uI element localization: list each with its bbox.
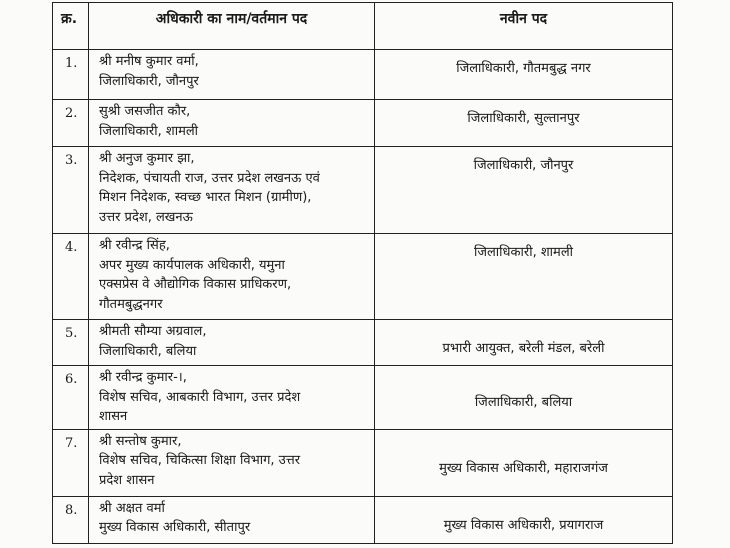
current-post-line: जिलाधिकारी, बलिया bbox=[99, 343, 197, 359]
row-new-post: जिलाधिकारी, गौतमबुद्ध नगर bbox=[375, 50, 673, 100]
header-name-current-post: अधिकारी का नाम/वर्तमान पद bbox=[89, 3, 375, 50]
current-post-line: निदेशक, पंचायती राज, उत्तर प्रदेश लखनऊ एवं bbox=[99, 170, 320, 186]
header-serial: क्र. bbox=[53, 3, 89, 50]
row-new-post: जिलाधिकारी, बलिया bbox=[375, 366, 673, 430]
row-name-post bbox=[89, 366, 375, 430]
transfer-table bbox=[52, 2, 673, 544]
row-serial: 8. bbox=[53, 496, 89, 543]
row-name-post bbox=[89, 320, 375, 366]
officer-name: श्री अनुज कुमार झा, bbox=[99, 151, 195, 166]
row-serial: 5. bbox=[53, 320, 89, 366]
officer-name: श्री रवीन्द्र कुमार-।, bbox=[99, 370, 187, 385]
row-new-post: मुख्य विकास अधिकारी, प्रयागराज bbox=[375, 496, 673, 543]
table-row bbox=[53, 147, 673, 234]
row-serial: 1. bbox=[53, 50, 89, 100]
row-new-post: जिलाधिकारी, शामली bbox=[375, 234, 673, 320]
current-post-line: विशेष सचिव, चिकित्सा शिक्षा विभाग, उत्तर bbox=[99, 453, 301, 468]
current-post-line: मिशन निदेशक, स्वच्छ भारत मिशन (ग्रामीण), bbox=[99, 190, 312, 205]
officer-name: श्री रवीन्द्र सिंह, bbox=[99, 238, 170, 253]
current-post-line: मुख्य विकास अधिकारी, सीतापुर bbox=[99, 520, 251, 535]
row-name-post bbox=[89, 147, 375, 234]
row-name-post bbox=[89, 100, 375, 147]
table-row bbox=[53, 496, 673, 543]
row-new-post: मुख्य विकास अधिकारी, महाराजगंज bbox=[375, 429, 673, 496]
row-serial: 6. bbox=[53, 366, 89, 430]
row-name-post bbox=[89, 496, 375, 543]
officer-name: सुश्री जसजीत कौर, bbox=[99, 104, 191, 119]
row-serial: 4. bbox=[53, 234, 89, 320]
current-post-line: जिलाधिकारी, जौनपुर bbox=[99, 73, 199, 89]
current-post-line: प्रदेश शासन bbox=[99, 472, 155, 488]
table-row bbox=[53, 429, 673, 496]
row-name-post bbox=[89, 50, 375, 100]
table-row bbox=[53, 320, 673, 366]
table-row bbox=[53, 366, 673, 430]
current-post-line: विशेष सचिव, आबकारी विभाग, उत्तर प्रदेश bbox=[99, 389, 301, 405]
row-name-post bbox=[89, 234, 375, 320]
officer-name: श्री अक्षत वर्मा bbox=[99, 500, 165, 516]
current-post-line: शासन bbox=[99, 409, 128, 424]
officer-name: श्री सन्तोष कुमार, bbox=[99, 433, 182, 449]
current-post-line: अपर मुख्य कार्यपालक अधिकारी, यमुना bbox=[99, 257, 285, 273]
current-post-line: एक्सप्रेस वे औद्योगिक विकास प्राधिकरण, bbox=[99, 277, 292, 292]
table-header-row bbox=[53, 3, 673, 50]
row-name-post bbox=[89, 429, 375, 496]
header-new-post: नवीन पद bbox=[375, 3, 673, 50]
table-row bbox=[53, 234, 673, 320]
row-new-post: प्रभारी आयुक्त, बरेली मंडल, बरेली bbox=[375, 320, 673, 366]
officer-name: श्री मनीष कुमार वर्मा, bbox=[99, 54, 199, 69]
current-post-line: गौतमबुद्धनगर bbox=[99, 296, 163, 312]
row-serial: 7. bbox=[53, 429, 89, 496]
row-serial: 2. bbox=[53, 100, 89, 147]
officer-name: श्रीमती सौम्या अग्रवाल, bbox=[99, 324, 207, 339]
row-new-post: जिलाधिकारी, जौनपुर bbox=[375, 147, 673, 234]
current-post-line: उत्तर प्रदेश, लखनऊ bbox=[99, 209, 193, 225]
row-serial: 3. bbox=[53, 147, 89, 234]
row-new-post: जिलाधिकारी, सुल्तानपुर bbox=[375, 100, 673, 147]
current-post-line: जिलाधिकारी, शामली bbox=[99, 123, 199, 139]
table-row bbox=[53, 50, 673, 100]
table-row bbox=[53, 100, 673, 147]
